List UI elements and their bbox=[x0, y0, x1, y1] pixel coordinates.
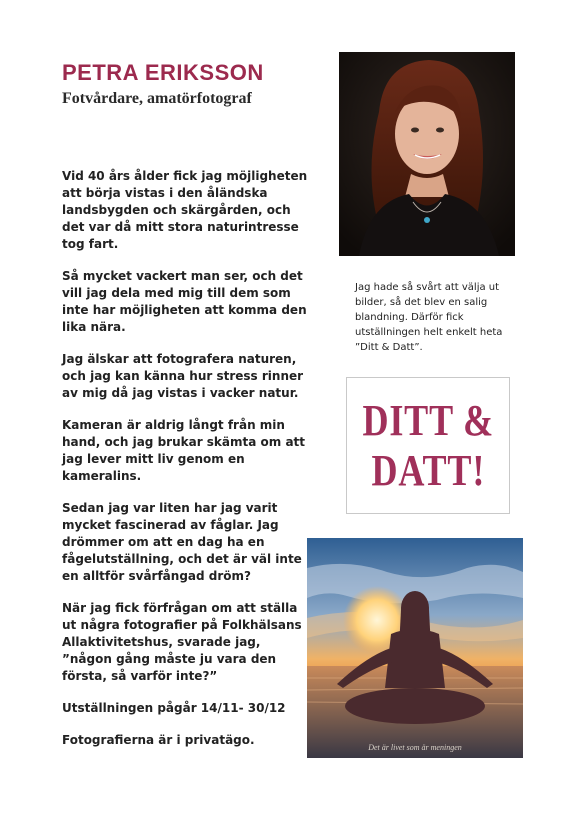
paragraph: Jag älskar att fotografera naturen, och jag kan känna hur stress rinner av mig då jag vistas i vacker natur. bbox=[62, 352, 304, 400]
exhibition-dates: Utställningen pågår 14/11- 30/12 bbox=[62, 701, 286, 715]
paragraph: Så mycket vackert man ser, och det vill jag dela med mig till dem som inte har möjligheten att komma den lika nära. bbox=[62, 269, 307, 334]
sunset-illustration bbox=[307, 538, 523, 758]
photo-caption: Det är livet som är meningen bbox=[368, 743, 462, 752]
ditt-datt-title-box bbox=[346, 377, 510, 514]
portrait-illustration bbox=[339, 52, 515, 256]
exhibition-title-line1: DITT & bbox=[362, 395, 494, 445]
body-text bbox=[62, 168, 312, 764]
ownership-note: Fotografierna är i privatägo. bbox=[62, 733, 255, 747]
paragraph: Sedan jag var liten har jag varit mycket fascinerad av fåglar. Jag drömmer om att en dag ha en fågelutställning, och det är väl inte en alltför svårfångad dröm? bbox=[62, 501, 302, 583]
sunset-meditation-photo bbox=[307, 538, 523, 758]
paragraph: Kameran är aldrig långt från min hand, och jag brukar skämta om att jag lever mitt liv genom en kameralins. bbox=[62, 418, 306, 483]
paragraph: Vid 40 års ålder fick jag möjligheten att börja vistas i den åländska landsbygden och skärgården, och det var då mitt stora naturintresse tog fart. bbox=[62, 169, 308, 251]
paragraph: När jag fick förfrågan om att ställa ut några fotografier på Folkhälsans Allaktivitetshus, svarade jag, ”någon gång måste ju vara den första, så varför inte?” bbox=[62, 601, 302, 683]
page-subtitle: Fotvårdare, amatörfotograf bbox=[62, 90, 252, 107]
page-title: PETRA ERIKSSON bbox=[62, 60, 264, 85]
portrait-photo bbox=[339, 52, 515, 256]
exhibition-title-line2: DATT! bbox=[371, 445, 485, 495]
intro-caption: Jag hade så svårt att välja ut bilder, så det blev en salig blandning. Därför fick utställningen helt enkelt heta ”Ditt & Datt”. bbox=[355, 282, 503, 353]
